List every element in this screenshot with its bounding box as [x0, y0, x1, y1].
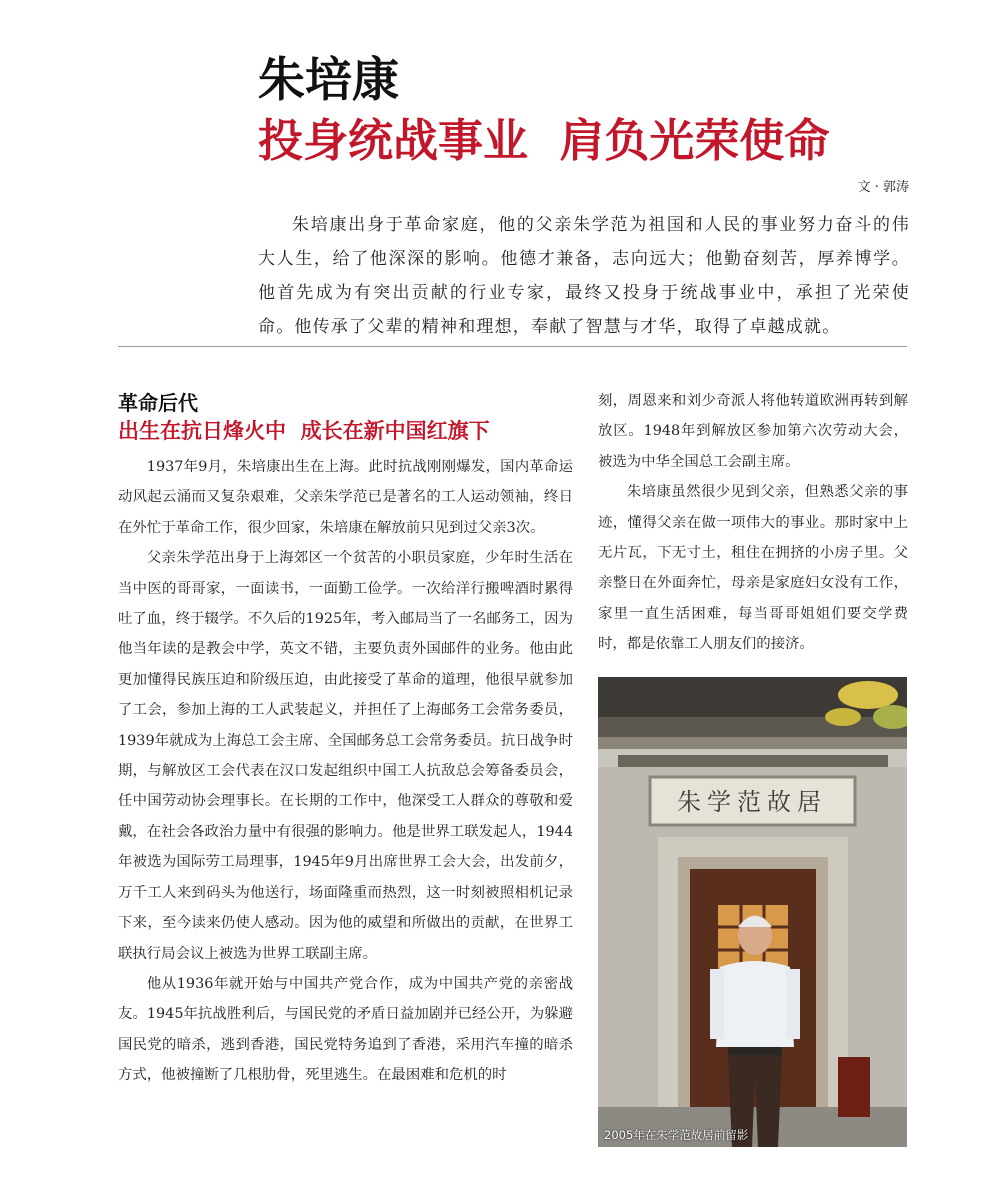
body-paragraph: 1937年9月，朱培康出生在上海。此时抗战刚刚爆发，国内革命运动风起云涌而又复杂艰难，父亲朱学范已是著名的工人运动领袖，终日在外忙于革命工作，很少回家，朱培康在解放前只见到过父亲3次。 — [118, 459, 573, 536]
body-paragraph: 刻，周恩来和刘少奇派人将他转道欧洲再转到解放区。1948年到解放区参加第六次劳动大会，被选为中华全国总工会副主席。 — [598, 393, 908, 470]
residence-photo — [598, 677, 907, 1147]
photo-caption: 2005年在朱学范故居前留影 — [604, 1128, 749, 1142]
body-paragraph: 他从1936年就开始与中国共产党合作，成为中国共产党的亲密战友。1945年抗战胜利后，与国民党的矛盾日益加剧并已经公开，为躲避国民党的暗杀，逃到香港，国民党特务追到了香港，采用汽车撞的暗杀方式，他被撞断了几根肋骨，死里逃生。在最困难和危机的时 — [118, 975, 573, 1084]
section-title: 出生在抗日烽火中 成长在新中国红旗下 — [118, 419, 490, 443]
residence-photo-illustration — [598, 677, 907, 1147]
article-title: 朱培康 — [258, 53, 399, 108]
body-paragraph: 父亲朱学范出身于上海郊区一个贫苦的小职员家庭，少年时生活在当中医的哥哥家，一面读书，一面勤工俭学。一次给洋行搬啤酒时累得吐了血，终于辍学。不久后的1925年，考入邮局当了一名邮务工，因为他当年读的是教会中学，英文不错，主要负责外国邮件的业务。他由此更加懂得民族压迫和阶级压迫，由此接受了革命的道理，他很早就参加了工会，参加上海的工人武装起义，并担任了上海邮务工会常务委员，1939年就成为上海总工会主席、全国邮务总工会常务委员。抗日战争时期，与解放区工会代表在汉口发起组织中国工人抗敌总会筹备委员会，任中国劳动协会理事长。在长期的工作中，他深受工人群众的尊敬和爱戴，在社会各政治力量中有很强的影响力。他是世界工联发起人，1944年被选为国际劳工局理事，1945年9月出席世界工会大会，出发前夕，万千工人来到码头为他送行，场面隆重而热烈，这一时刻被照相机记录下来，至今读来仍使人感动。因为他的威望和所做出的贡献，在世界工联执行局会议上被选为世界工联副主席。 — [118, 550, 573, 962]
author-byline: 文 · 郭涛 — [857, 180, 909, 195]
intro-paragraph: 朱培康出身于革命家庭，他的父亲朱学范为祖国和人民的事业努力奋斗的伟大人生，给了他深深的影响。他德才兼备，志向远大；他勤奋刻苦，厚养博学。他首先成为有突出贡献的行业专家，最终又投身于统战事业中，承担了光荣使命。他传承了父辈的精神和理想，奉献了智慧与才华，取得了卓越成就。 — [258, 215, 910, 337]
left-column — [118, 452, 573, 1091]
plaque-text: 朱学范故居 — [677, 788, 827, 816]
section-divider — [118, 346, 907, 347]
body-paragraph: 朱培康虽然很少见到父亲，但熟悉父亲的事迹，懂得父亲在做一项伟大的事业。那时家中上无片瓦，下无寸土，租住在拥挤的小房子里。父亲整日在外面奔忙，母亲是家庭妇女没有工作，家里一直生活困难，每当哥哥姐姐们要交学费时，都是依靠工人朋友们的接济。 — [598, 484, 908, 653]
right-column — [598, 386, 908, 660]
article-subtitle: 投身统战事业 肩负光荣使命 — [258, 114, 830, 167]
section-kicker: 革命后代 — [118, 391, 198, 415]
